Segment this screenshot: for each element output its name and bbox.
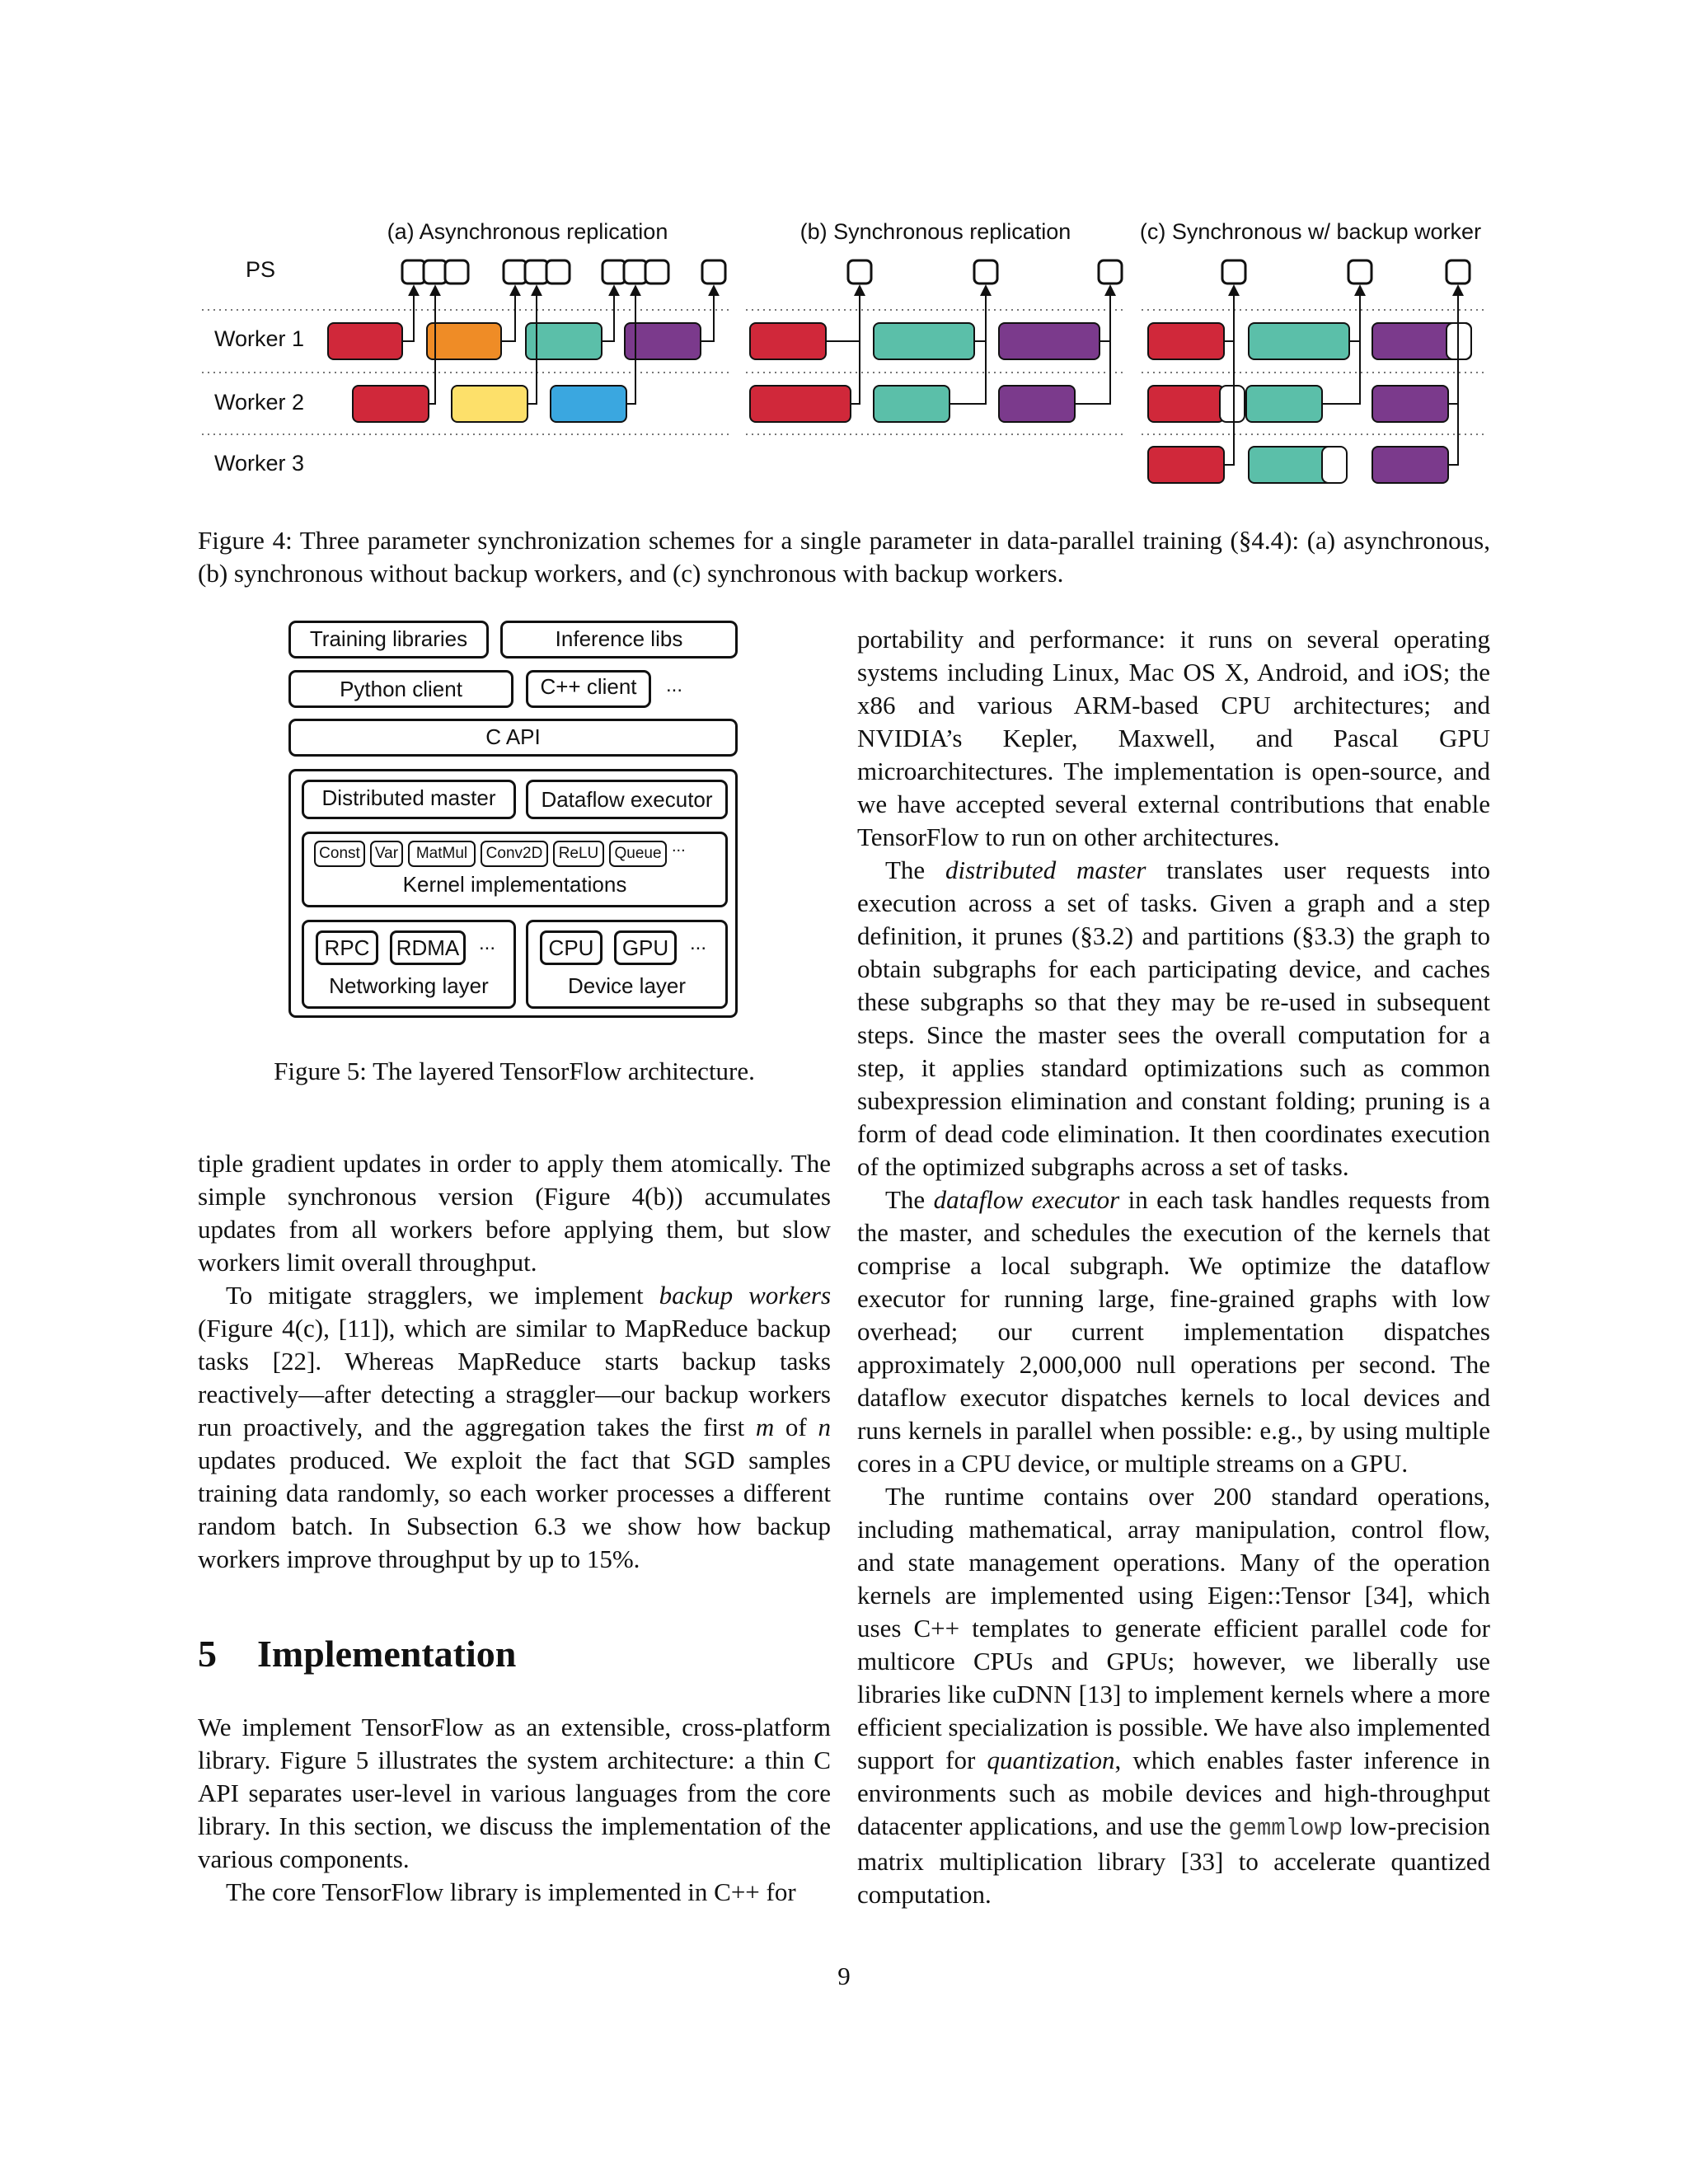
code-gemmlowp: gemmlowp <box>1228 1815 1343 1842</box>
kernel-implementations-box <box>302 832 728 907</box>
kernel-implementations-label: Kernel implementations <box>402 872 627 897</box>
paragraph: The core TensorFlow library is implemented in C++ for <box>226 1877 796 1906</box>
row-label-worker-3: Worker 3 <box>214 451 305 476</box>
kernel-relu: ReLU <box>553 841 604 867</box>
worker2-teal-bar <box>874 386 950 422</box>
cpp-client-box <box>526 670 651 708</box>
cpp-client-label: C++ client <box>540 674 637 699</box>
worker3-purple-bar <box>1372 447 1448 483</box>
ps-square <box>702 260 725 284</box>
ps-square <box>1447 260 1470 284</box>
update-arrow <box>826 287 860 341</box>
update-arrow <box>1100 287 1110 341</box>
ps-square <box>504 260 527 284</box>
core-library-box <box>288 769 738 1018</box>
c-api-box <box>288 719 738 757</box>
ps-square <box>645 260 668 284</box>
paragraph <box>198 1279 831 1576</box>
dataflow-executor-box <box>526 780 728 819</box>
text-run: updates produced. We exploit the fact that SGD samples training data randomly, so each worker processes a different random batch. In Subsection 6.3 we show how backup workers improve throughput by up to 15%. <box>198 1446 831 1573</box>
paragraph <box>857 1480 1490 1911</box>
text-run: The <box>885 855 945 884</box>
device-layer-box <box>526 920 728 1009</box>
kernel-ellipsis: ... <box>672 837 686 855</box>
text-run: translates user requests into execution across a set of tasks. Given a graph and a step definition, it prunes (§3.2) and partitions (§3.3) the graph to obtain subgraphs for each participating device, and caches these subgraphs so that they may be re-used in subsequent steps. Since the master sees the overall computation for a step, it applies standard optimizations such as common subexpression elimination and constant folding; pruning is a form of dead code elimination. It then coordinates execution of the optimized subgraphs across a set of tasks. <box>857 855 1490 1181</box>
update-arrow <box>501 287 515 341</box>
emphasis: dataflow executor <box>933 1185 1120 1214</box>
python-client-box <box>288 670 513 708</box>
text-run: in each task handles requests from the master, and schedules the execution of the kernels that comprise a local subgraph. We optimize the dataflow executor for running large, fine-grained graphs with low overhead; our current implementation dispatches approximately 2,000,000 null operations per second. The dataflow executor dispatches kernels to local devices and runs kernels in parallel when possible: e.g., by using multiple cores in a CPU device, or multiple streams on a GPU. <box>857 1185 1490 1478</box>
ps-square <box>402 260 425 284</box>
worker2-purple-bar <box>999 386 1075 422</box>
figure-5 <box>288 618 742 1022</box>
gpu-box: GPU <box>614 930 677 965</box>
ps-square <box>603 260 626 284</box>
training-libraries-box <box>288 621 489 658</box>
ps-square <box>624 260 647 284</box>
update-arrow <box>402 287 414 341</box>
worker2-blue-bar <box>551 386 626 422</box>
inference-libs-box <box>500 621 738 658</box>
text-run: of <box>774 1413 818 1441</box>
panel-title-b: (b) Synchronous replication <box>799 219 1071 244</box>
paragraph: portability and performance: it runs on several operating systems including Linux, Mac OS X, Android, and iOS; the x86 and various ARM-based CPU architectures; and NVIDIA’s Kepler, Maxwell, and Pascal GPU microarchitectures. The implementation is open-source, and we have accepted several external contributions that enable TensorFlow to run on other architectures. <box>857 625 1490 851</box>
worker2-red-bar <box>353 386 429 422</box>
worker2-red-bar <box>750 386 851 422</box>
rdma-box: RDMA <box>390 930 466 965</box>
left-column-bottom <box>198 1711 831 1909</box>
worker1-teal-bar <box>1249 323 1349 359</box>
paragraph <box>857 1183 1490 1480</box>
update-arrow <box>1349 287 1360 341</box>
text-run: To mitigate stragglers, we implement <box>226 1281 659 1310</box>
ps-square <box>525 260 548 284</box>
section-number: 5 <box>198 1633 217 1675</box>
section-title: Implementation <box>257 1633 517 1675</box>
worker1-red-bar <box>1148 323 1224 359</box>
rpc-box: RPC <box>316 930 378 965</box>
figure-4-caption: Figure 4: Three parameter synchronization schemes for a single parameter in data-parallel training (§4.4): (a) asynchronous, (b) synchronous without backup workers, and (c) synchronous with backup workers. <box>198 526 1490 588</box>
backup-slot <box>1220 386 1245 422</box>
worker2-teal-bar <box>1246 386 1322 422</box>
ps-square <box>1222 260 1245 284</box>
update-arrow <box>602 287 614 341</box>
worker3-red-bar <box>1148 447 1224 483</box>
kernel-var: Var <box>370 841 403 867</box>
text-run: low-precision matrix multiplication library [33] to accelerate quantized computation. <box>857 1811 1490 1909</box>
distributed-master-box <box>302 780 516 819</box>
worker1-purple-bar <box>999 323 1100 359</box>
worker2-red-bar <box>1148 386 1224 422</box>
ps-square <box>424 260 447 284</box>
text-run: (Figure 4(c), [11]), which are similar to MapReduce backup tasks [22]. Whereas MapReduce starts backup tasks reactively—after detecting a straggler—our backup workers run proactively, and the aggregation takes the first <box>198 1314 831 1441</box>
kernel-conv2d: Conv2D <box>481 841 548 867</box>
ps-square <box>445 260 468 284</box>
worker1-orange-bar <box>427 323 501 359</box>
update-arrow <box>1224 287 1234 341</box>
ps-square <box>848 260 871 284</box>
kernel-const: Const <box>314 841 365 867</box>
networking-layer-box <box>302 920 516 1009</box>
text-run: , which enables faster inference in environments such as mobile devices and high-throughput datacenter applications, and use the <box>857 1746 1490 1840</box>
right-column <box>857 623 1490 1911</box>
figure-5-caption: Figure 5: The layered TensorFlow architecture. <box>274 1057 755 1085</box>
figure-4-diagram <box>0 0 1688 511</box>
emphasis: distributed master <box>945 855 1146 884</box>
figure-4 <box>0 0 1688 511</box>
left-column-top <box>198 1147 831 1576</box>
ps-square <box>1099 260 1122 284</box>
worker1-red-bar <box>750 323 826 359</box>
device-layer-label: Device layer <box>567 973 687 998</box>
backup-slot <box>1322 447 1347 483</box>
emphasis: backup workers <box>659 1281 832 1310</box>
text-run: The runtime contains over 200 standard operations, including mathematical, array manipulation, control flow, and state management operations. Many of the operation kernels are implemented using Eigen::Tensor [34], which uses C++ templates to generate efficient parallel code for multicore CPUs and GPUs; however, we liberally use libraries like cuDNN [13] to implement kernels where a more efficient specialization is possible. We have also implemented support for <box>857 1482 1490 1774</box>
text-run: The <box>885 1185 934 1214</box>
device-ellipsis: ... <box>690 932 707 954</box>
paragraph: We implement TensorFlow as an extensible, cross-platform library. Figure 5 illustrates the system architecture: a thin C API separates user-level in various languages from the core library. In this section, we discuss the implementation of the various components. <box>198 1713 831 1873</box>
distributed-master-label: Distributed master <box>321 785 496 810</box>
math-m: m <box>755 1413 775 1441</box>
emphasis: quantization <box>987 1746 1115 1774</box>
ps-square <box>1348 260 1372 284</box>
panel-title-c: (c) Synchronous w/ backup worker <box>1139 219 1482 244</box>
paragraph <box>857 854 1490 1183</box>
page-number: 9 <box>837 1961 851 1990</box>
networking-layer-label: Networking layer <box>329 973 489 998</box>
section-heading <box>198 1632 516 1675</box>
dataflow-executor-label: Dataflow executor <box>541 787 713 812</box>
worker1-red-bar <box>328 323 402 359</box>
inference-libs-label: Inference libs <box>555 626 683 651</box>
row-label-worker-1: Worker 1 <box>214 326 305 351</box>
worker2-yellow-bar <box>452 386 528 422</box>
paragraph: tiple gradient updates in order to apply them atomically. The simple synchronous version (Figure 4(b)) accumulates updates from all workers before applying them, but slow workers limit overall throughput. <box>198 1149 831 1277</box>
math-n: n <box>818 1413 831 1441</box>
update-arrow <box>1448 287 1458 465</box>
c-api-label: C API <box>485 724 541 749</box>
python-client-label: Python client <box>340 677 462 701</box>
ps-square <box>546 260 570 284</box>
ps-square <box>974 260 997 284</box>
row-label-worker-2: Worker 2 <box>214 390 305 415</box>
update-arrow <box>701 287 714 341</box>
kernel-queue: Queue <box>609 841 667 867</box>
panel-title-a: (a) Asynchronous replication <box>387 219 668 244</box>
update-arrow <box>851 287 860 404</box>
worker1-teal-bar <box>874 323 974 359</box>
update-arrow <box>974 287 986 341</box>
row-label-ps: PS <box>246 257 276 282</box>
training-libraries-label: Training libraries <box>309 626 468 651</box>
networking-ellipsis: ... <box>479 932 496 954</box>
cpu-box: CPU <box>540 930 603 965</box>
client-ellipsis: ... <box>666 674 683 696</box>
worker2-purple-bar <box>1372 386 1448 422</box>
kernel-matmul: MatMul <box>408 841 476 867</box>
update-arrow <box>1224 287 1234 465</box>
